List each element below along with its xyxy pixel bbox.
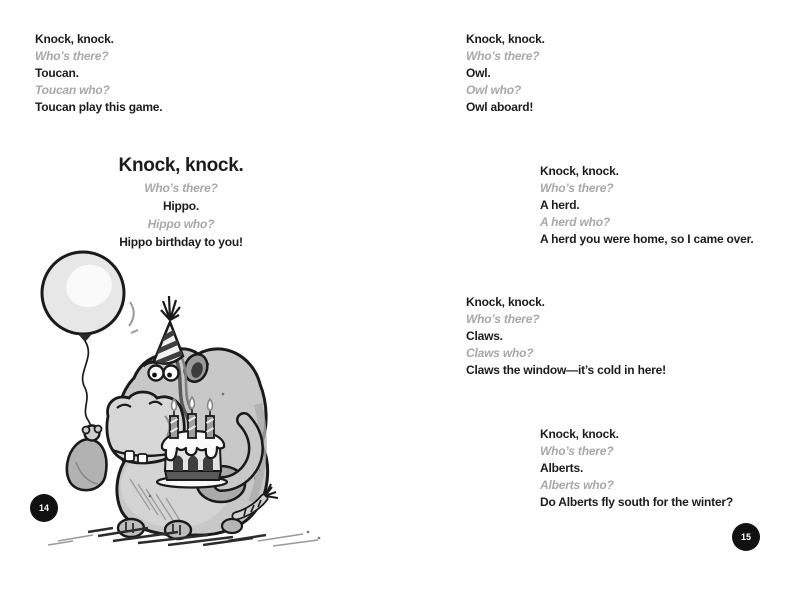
hat-tassel — [161, 296, 180, 320]
joke-line-response: Who’s there? — [35, 49, 109, 63]
joke-line-name: Claws. — [466, 329, 503, 343]
flame — [208, 399, 213, 411]
joke-line-response: Hippo who? — [147, 217, 215, 231]
joke-alberts — [540, 426, 733, 511]
candle — [206, 399, 214, 438]
party-hat-icon — [152, 296, 184, 365]
joke-line-response: Who’s there? — [540, 444, 614, 458]
joke-line-response: Who’s there? — [144, 181, 218, 195]
joke-line-call: Knock, knock. — [540, 164, 619, 178]
tooth — [125, 451, 134, 461]
joke-line-punchline: Hippo birthday to you! — [119, 235, 243, 249]
balloon-icon — [42, 252, 138, 342]
joke-line-punchline: Claws the window—it’s cold in here! — [466, 363, 666, 377]
joke-line-punchline: A herd you were home, so I came over. — [540, 232, 754, 246]
joke-line-response: Who’s there? — [466, 49, 540, 63]
joke-herd — [540, 163, 754, 248]
candle — [188, 397, 196, 438]
joke-line-name: A herd. — [540, 198, 580, 212]
page-number-badge-left: 14 — [30, 494, 58, 522]
page-number-badge-right: 15 — [732, 523, 760, 551]
joke-hippo — [41, 153, 321, 251]
joke-line-name: Owl. — [466, 66, 491, 80]
joke-line-response: Who’s there? — [540, 181, 614, 195]
candles — [170, 397, 214, 438]
joke-line-response: Claws who? — [466, 346, 534, 360]
joke-line-call: Knock, knock. — [35, 32, 114, 46]
balloon-string — [83, 341, 93, 431]
tooth — [138, 454, 147, 463]
joke-line-call: Knock, knock. — [466, 32, 545, 46]
joke-line-response: A herd who? — [540, 215, 611, 229]
joke-line-response: Who’s there? — [466, 312, 540, 326]
joke-line-punchline: Owl aboard! — [466, 100, 534, 114]
cake-arches — [173, 456, 213, 472]
joke-line-response: Alberts who? — [540, 478, 614, 492]
flame — [172, 399, 177, 411]
joke-line-call: Knock, knock. — [466, 295, 545, 309]
joke-owl — [466, 31, 545, 116]
hippo-birthday-illustration — [18, 244, 340, 580]
joke-claws — [466, 294, 666, 379]
joke-line-call: Knock, knock. — [540, 427, 619, 441]
joke-line-name: Alberts. — [540, 461, 584, 475]
candle — [170, 399, 178, 438]
joke-line-response: Toucan who? — [35, 83, 110, 97]
joke-line-call: Knock, knock. — [118, 155, 244, 176]
flame — [190, 397, 195, 409]
hippo-left-arm — [67, 426, 107, 491]
joke-line-response: Owl who? — [466, 83, 522, 97]
joke-line-name: Hippo. — [162, 199, 200, 213]
joke-line-punchline: Toucan play this game. — [35, 100, 163, 114]
joke-line-name: Toucan. — [35, 66, 79, 80]
joke-line-punchline: Do Alberts fly south for the winter? — [540, 495, 734, 509]
joke-toucan — [35, 31, 162, 116]
